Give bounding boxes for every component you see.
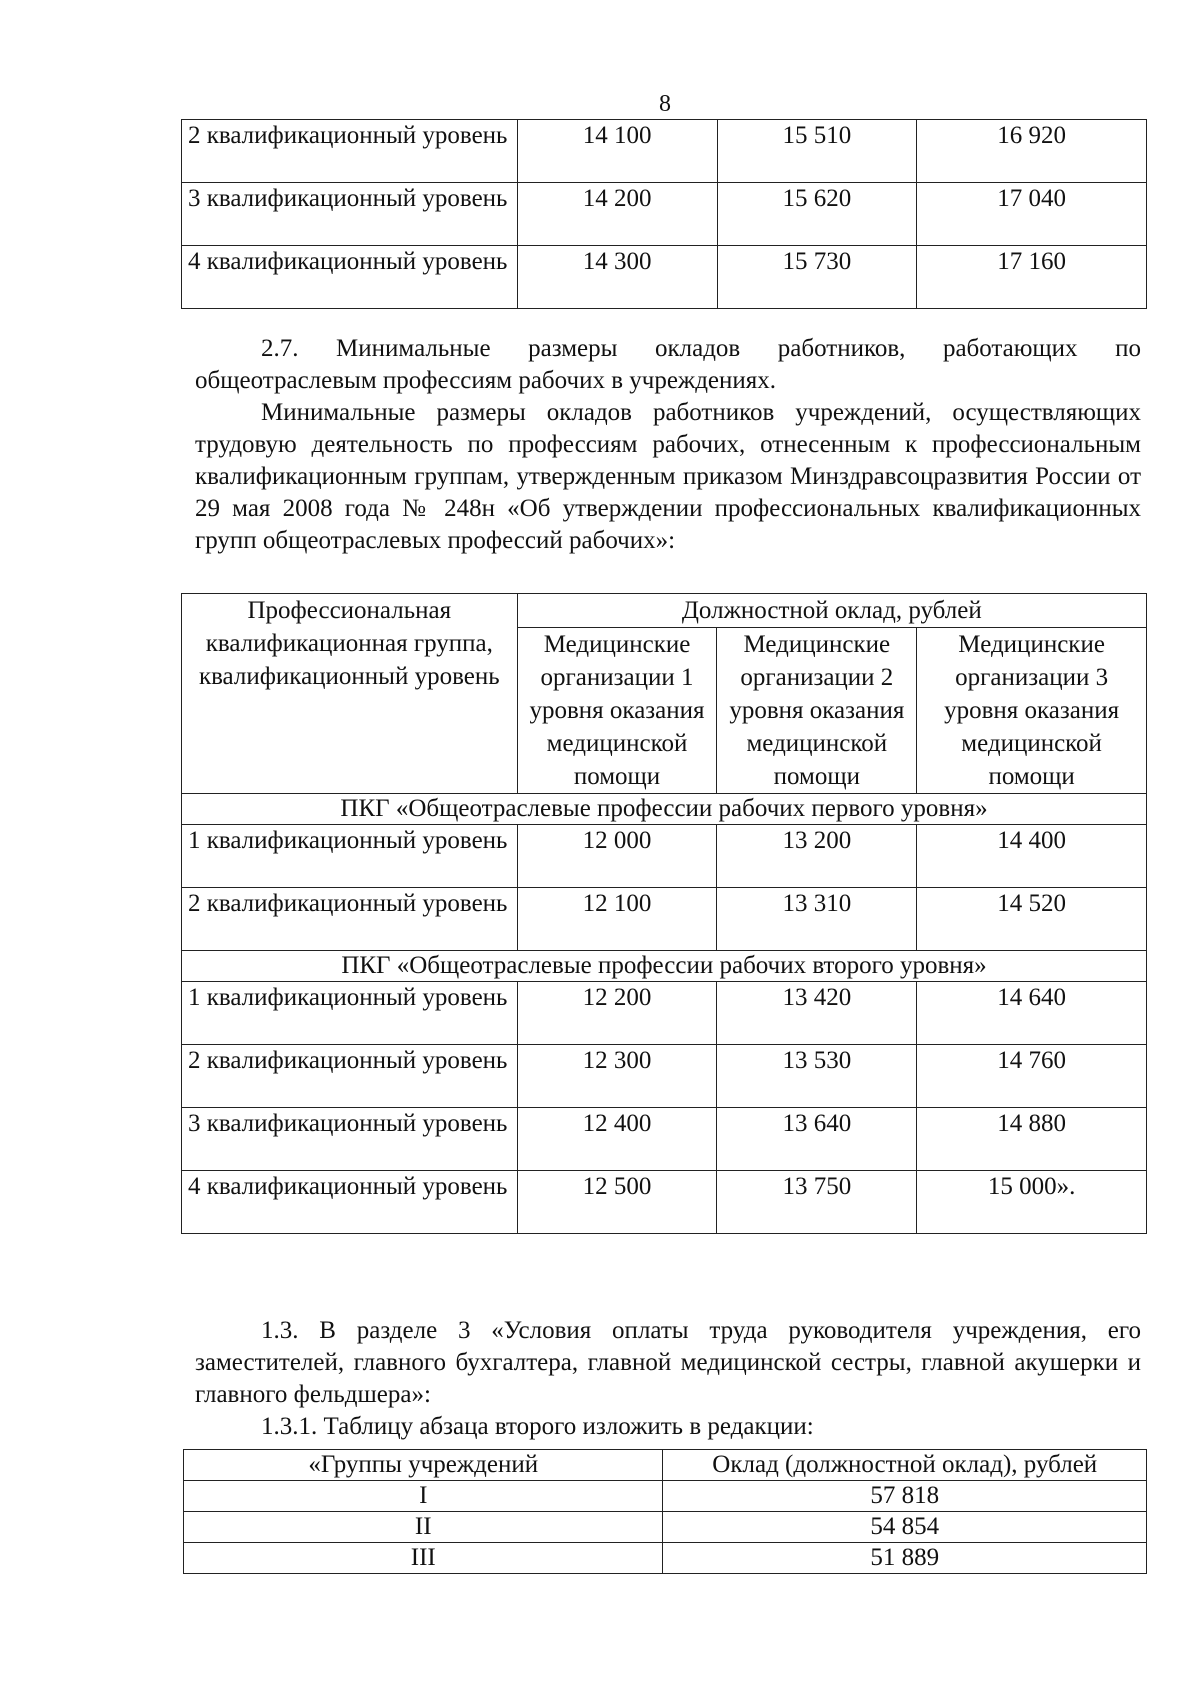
- salary-cell: 15 510: [717, 120, 917, 183]
- salary-cell: 12 100: [517, 888, 717, 951]
- table-row: [182, 1171, 1147, 1234]
- header-institution-groups: «Группы учреждений: [184, 1450, 663, 1481]
- header-group-level: Профессиональная квалификационная группа, квалификационный уровень: [182, 594, 518, 794]
- salary-cell: 57 818: [663, 1481, 1147, 1512]
- salary-cell: 17 040: [917, 183, 1147, 246]
- paragraph-2-7-detail: Минимальные размеры окладов работников учреждений, осуществляющих трудовую деятельность по профессиям рабочих, отнесенным к профессиональным квалификационным группам, утвержденным приказом Минздравсоцразвития России от 29 мая 2008 года № 248н «Об утверждении профессиональных квалификационных групп общеотраслевых профессий рабочих»:: [195, 399, 1141, 554]
- table-row: [182, 1108, 1147, 1171]
- table-header-row: [184, 1450, 1147, 1481]
- paragraph-2-7: 2.7. Минимальные размеры окладов работников, работающих по общеотраслевым профессиям рабочих в учреждениях.: [195, 335, 1141, 394]
- salary-cell: 17 160: [917, 246, 1147, 309]
- page-number: 8: [659, 91, 671, 117]
- institution-group: I: [184, 1481, 663, 1512]
- paragraph-1-3-1: 1.3.1. Таблицу абзаца второго изложить в редакции:: [261, 1413, 814, 1440]
- group-title-second-level: ПКГ «Общеотраслевые профессии рабочих второго уровня»: [182, 951, 1147, 982]
- salary-cell: 13 420: [717, 982, 917, 1045]
- qualification-level: 3 квалификационный уровень: [182, 1108, 518, 1171]
- qualification-level: 2 квалификационный уровень: [182, 888, 518, 951]
- qualification-level: 1 квалификационный уровень: [182, 825, 518, 888]
- institution-group: II: [184, 1512, 663, 1543]
- salary-cell: 14 300: [517, 246, 717, 309]
- qualification-level: 3 квалификационный уровень: [182, 183, 518, 246]
- salary-cell: 14 640: [917, 982, 1147, 1045]
- salary-cell: 54 854: [663, 1512, 1147, 1543]
- table-body: [182, 594, 1147, 1234]
- table-row: [182, 982, 1147, 1045]
- salary-cell: 13 750: [717, 1171, 917, 1234]
- table-row: [184, 1543, 1147, 1574]
- group-title-first-level: ПКГ «Общеотраслевые профессии рабочих первого уровня»: [182, 794, 1147, 825]
- salary-cell: 14 100: [517, 120, 717, 183]
- table-body: [182, 120, 1147, 309]
- qualification-level: 4 квалификационный уровень: [182, 246, 518, 309]
- table-row: [182, 183, 1147, 246]
- table-row: [182, 825, 1147, 888]
- qualification-level: 2 квалификационный уровень: [182, 120, 518, 183]
- salary-cell: 15 730: [717, 246, 917, 309]
- salary-cell: 15 000».: [917, 1171, 1147, 1234]
- salary-cell: 16 920: [917, 120, 1147, 183]
- qualification-level: 4 квалификационный уровень: [182, 1171, 518, 1234]
- table-row: [182, 888, 1147, 951]
- table-row: [182, 246, 1147, 309]
- group-row: [182, 951, 1147, 982]
- qualification-level: 1 квалификационный уровень: [182, 982, 518, 1045]
- salary-cell: 12 200: [517, 982, 717, 1045]
- institution-group: III: [184, 1543, 663, 1574]
- group-row: [182, 794, 1147, 825]
- salary-cell: 14 200: [517, 183, 717, 246]
- salary-cell: 13 530: [717, 1045, 917, 1108]
- header-salary: Должностной оклад, рублей: [517, 594, 1146, 628]
- table-header-row: [182, 594, 1147, 628]
- table-row: [182, 120, 1147, 183]
- salary-cell: 12 500: [517, 1171, 717, 1234]
- qualification-level: 2 квалификационный уровень: [182, 1045, 518, 1108]
- salary-table-continuation: [181, 119, 1147, 309]
- salary-cell: 14 760: [917, 1045, 1147, 1108]
- salary-cell: 51 889: [663, 1543, 1147, 1574]
- table-body: [184, 1450, 1147, 1574]
- header-level-2: Медицинские организации 2 уровня оказания медицинской помощи: [717, 628, 917, 794]
- salary-cell: 13 200: [717, 825, 917, 888]
- table-row: [182, 1045, 1147, 1108]
- salary-cell: 13 310: [717, 888, 917, 951]
- section-1-3: [195, 1315, 1141, 1443]
- salary-cell: 13 640: [717, 1108, 917, 1171]
- salary-cell: 12 300: [517, 1045, 717, 1108]
- head-salary-table: [183, 1449, 1147, 1574]
- salary-cell: 14 400: [917, 825, 1147, 888]
- salary-table-workers: [181, 593, 1147, 1234]
- salary-cell: 14 520: [917, 888, 1147, 951]
- table-row: [184, 1481, 1147, 1512]
- salary-cell: 12 400: [517, 1108, 717, 1171]
- section-2-7: [195, 333, 1141, 557]
- table-row: [184, 1512, 1147, 1543]
- header-salary: Оклад (должностной оклад), рублей: [663, 1450, 1147, 1481]
- salary-cell: 12 000: [517, 825, 717, 888]
- header-level-3: Медицинские организации 3 уровня оказания медицинской помощи: [917, 628, 1147, 794]
- header-level-1: Медицинские организации 1 уровня оказания медицинской помощи: [517, 628, 717, 794]
- paragraph-1-3: 1.3. В разделе 3 «Условия оплаты труда руководителя учреждения, его заместителей, главного бухгалтера, главной медицинской сестры, главной акушерки и главного фельдшера»:: [195, 1317, 1141, 1408]
- salary-cell: 15 620: [717, 183, 917, 246]
- salary-cell: 14 880: [917, 1108, 1147, 1171]
